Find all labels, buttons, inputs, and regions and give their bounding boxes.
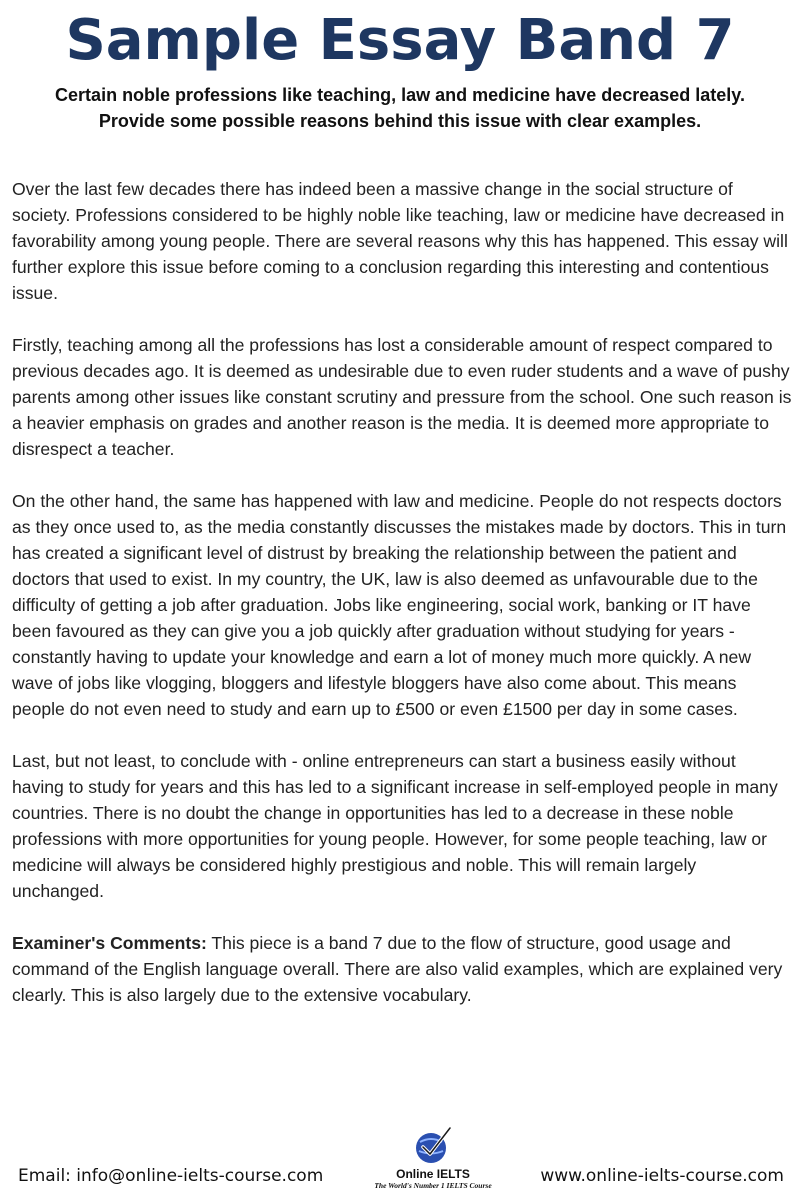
footer-email: Email: info@online-ielts-course.com <box>18 1166 324 1186</box>
footer-website: www.online-ielts-course.com <box>540 1166 784 1186</box>
prompt-line-2: Provide some possible reasons behind this issue with clear examples. <box>98 111 702 131</box>
footer <box>0 1122 800 1200</box>
examiner-comments-label: Examiner's Comments: <box>12 933 207 953</box>
essay-paragraph-conclusion: Last, but not least, to conclude with - online entrepreneurs can start a business easily without having to study for years and this has led to a significant increase in self-employed people in many countries. There is no doubt the change in opportunities has led to a decrease in these noble professions with more opportunities for young people. However, for some people teaching, law or medicine will always be considered highly prestigious and noble. This will remain largely unchanged. <box>12 751 778 901</box>
online-ielts-logo <box>366 1122 500 1198</box>
essay-prompt <box>20 82 780 134</box>
essay-paragraph-teaching: Firstly, teaching among all the professions has lost a considerable amount of respect compared to previous decades ago. It is deemed as undesirable due to even ruder students and a wave of pushy parents among other issues like constant scrutiny and pressure from the school. One such reason is a heavier emphasis on grades and another reason is the media. It is deemed more appropriate to disrespect a teacher. <box>12 335 792 459</box>
essay-paragraph-law-medicine: On the other hand, the same has happened with law and medicine. People do not respects doctors as they once used to, as the media constantly discusses the mistakes made by doctors. This in turn has created a significant level of distrust by breaking the relationship between the patient and doctors that used to exist. In my country, the UK, law is also deemed as unfavourable due to the difficulty of getting a job after graduation. Jobs like engineering, social work, banking or IT have been favoured as they can give you a job quickly after graduation without studying for years - constantly having to update your knowledge and earn a lot of money much more quickly. A new wave of jobs like vlogging, bloggers and lifestyle bloggers have also come about. This means people do not even need to study and earn up to £500 or even £1500 per day in some cases. <box>12 491 787 719</box>
prompt-line-1: Certain noble professions like teaching, law and medicine have decreased lately. <box>55 85 745 105</box>
essay-body <box>12 176 792 1008</box>
examiner-comments <box>12 930 792 1008</box>
page-title: Sample Essay Band 7 <box>65 8 735 73</box>
examiner-comments-text: This piece is a band 7 due to the flow of structure, good usage and command of the English language overall. There are also valid examples, which are explained very clearly. This is also largely due to the extensive vocabulary. <box>12 933 783 1005</box>
globe-check-pen-icon <box>411 1122 455 1166</box>
logo-tagline: The World's Number 1 IELTS Course <box>374 1181 492 1190</box>
essay-paragraph-introduction: Over the last few decades there has indeed been a massive change in the social structure of society. Professions considered to be highly noble like teaching, law or medicine have decreased in favorability among young people. There are several reasons why this has happened. This essay will further explore this issue before coming to a conclusion regarding this interesting and contentious issue. <box>12 179 788 303</box>
logo-name: Online IELTS <box>396 1167 470 1181</box>
